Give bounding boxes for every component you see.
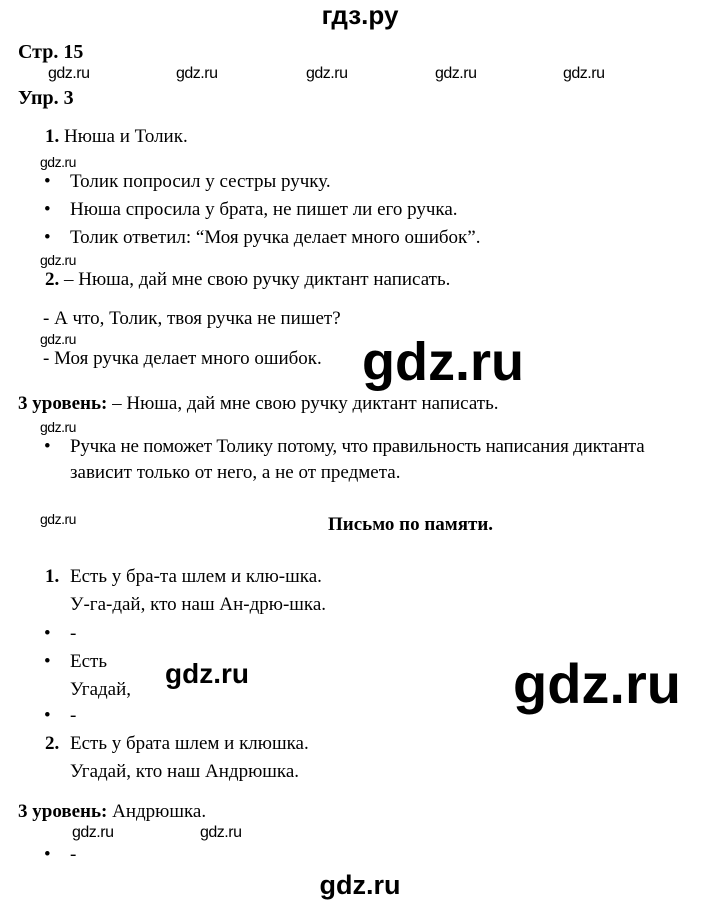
poem-line: Есть у брата шлем и клюшка. bbox=[70, 733, 309, 754]
bullet-icon: • bbox=[44, 844, 51, 865]
poem-line: Есть у бра-та шлем и клю-шка. bbox=[70, 566, 322, 587]
watermark: gdz.ru bbox=[563, 65, 605, 82]
section1-heading bbox=[45, 126, 188, 148]
level-label: 3 уровень: bbox=[18, 801, 108, 822]
watermark: gdz.ru bbox=[40, 252, 76, 268]
watermark: gdz.ru bbox=[72, 824, 114, 841]
poem-line: У-га-дай, кто наш Ан-дрю-шка. bbox=[70, 594, 327, 615]
level3-line bbox=[18, 801, 206, 823]
level-label: 3 уровень: bbox=[18, 393, 108, 414]
bullet-icon: • bbox=[44, 227, 51, 248]
list-item: Толик ответил: “Моя ручка делает много ошибок”. bbox=[70, 227, 481, 248]
dialogue-line: - Моя ручка делает много ошибок. bbox=[43, 348, 322, 369]
number: 1. bbox=[45, 126, 60, 147]
list-item-continued: Угадай, bbox=[70, 679, 132, 700]
text: Андрюшка. bbox=[112, 801, 207, 822]
number: 1. bbox=[45, 566, 60, 587]
poem-line: Угадай, кто наш Андрюшка. bbox=[70, 761, 300, 782]
page-label: Стр. 15 bbox=[18, 41, 84, 63]
watermark: gdz.ru bbox=[306, 65, 348, 82]
watermark-medium: gdz.ru bbox=[165, 658, 249, 689]
watermark: gdz.ru bbox=[40, 154, 76, 170]
watermark: gdz.ru bbox=[200, 824, 242, 841]
watermark-large: gdz.ru bbox=[513, 652, 681, 715]
watermark: gdz.ru bbox=[40, 419, 76, 435]
list-item: - bbox=[70, 623, 77, 644]
level3-line bbox=[18, 393, 498, 415]
watermark: gdz.ru bbox=[48, 65, 90, 82]
site-title: гдз.ру bbox=[321, 0, 399, 30]
text: – Нюша, дай мне свою ручку диктант написать. bbox=[112, 393, 499, 414]
section2-heading bbox=[45, 269, 450, 291]
bullet-icon: • bbox=[44, 705, 51, 726]
list-item: Ручка не поможет Толику потому, что правильность написания диктанта bbox=[70, 436, 645, 457]
list-item: Нюша спросила у брата, не пишет ли его ручка. bbox=[70, 199, 458, 220]
text: Нюша и Толик. bbox=[64, 126, 188, 147]
watermark: gdz.ru bbox=[176, 65, 218, 82]
exercise-label: Упр. 3 bbox=[18, 87, 74, 109]
bullet-icon: • bbox=[44, 436, 51, 457]
list-item-continued: зависит только от него, а не от предмета. bbox=[70, 462, 401, 483]
bullet-icon: • bbox=[44, 623, 51, 644]
text: – Нюша, дай мне свою ручку диктант написать. bbox=[64, 269, 451, 290]
watermark-footer: gdz.ru bbox=[319, 870, 401, 900]
list-item: - bbox=[70, 844, 77, 865]
bullet-icon: • bbox=[44, 651, 51, 672]
number: 2. bbox=[45, 269, 60, 290]
watermark: gdz.ru bbox=[435, 65, 477, 82]
dialogue-line: - А что, Толик, твоя ручка не пишет? bbox=[43, 308, 341, 329]
list-item: - bbox=[70, 705, 77, 726]
bullet-icon: • bbox=[44, 199, 51, 220]
watermark: gdz.ru bbox=[40, 511, 76, 527]
bullet-icon: • bbox=[44, 171, 51, 192]
list-item: Есть bbox=[70, 651, 108, 672]
section-title: Письмо по памяти. bbox=[328, 514, 494, 535]
watermark-large: gdz.ru bbox=[362, 332, 524, 392]
number: 2. bbox=[45, 733, 60, 754]
watermark: gdz.ru bbox=[40, 331, 76, 347]
list-item: Толик попросил у сестры ручку. bbox=[70, 171, 331, 192]
